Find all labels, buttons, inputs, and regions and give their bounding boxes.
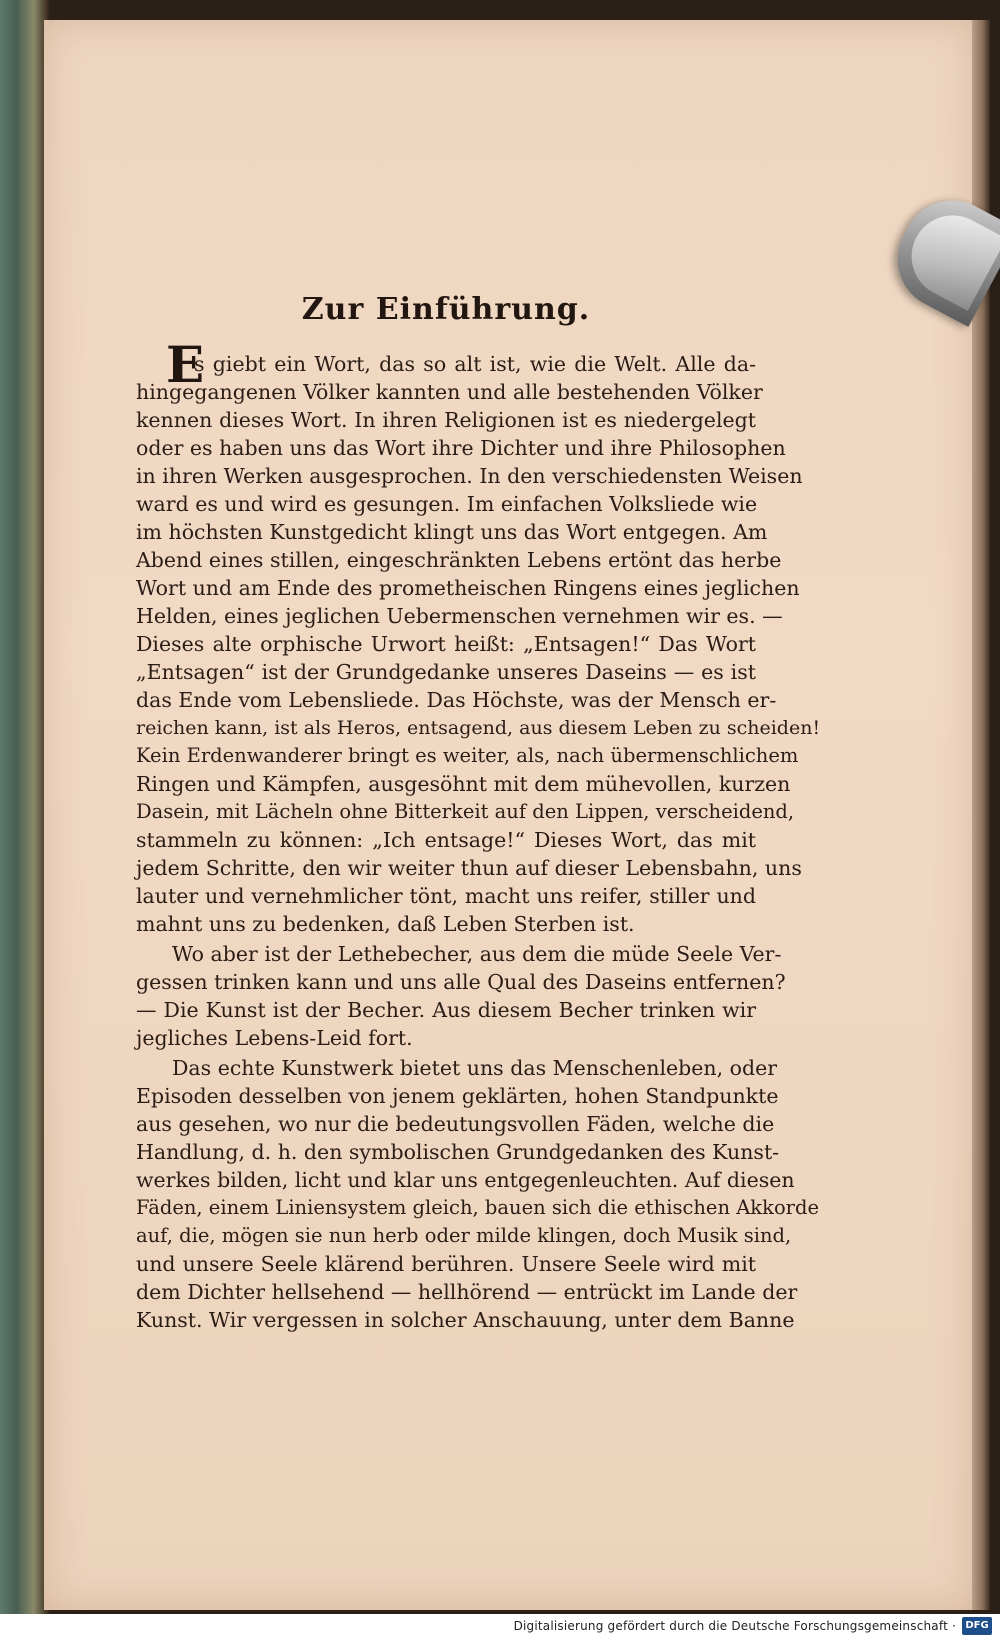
text-line: und unsere Seele klärend berühren. Unsere Seele wird mit bbox=[136, 1252, 756, 1276]
text-line: Dasein, mit Lächeln ohne Bitterkeit auf den Lippen, verscheidend, bbox=[136, 800, 795, 823]
text-line: ward es und wird es gesungen. Im einfachen Volksliede wie bbox=[136, 492, 758, 516]
text-line: Wo aber ist der Lethebecher, aus dem die müde Seele Ver- bbox=[172, 942, 782, 966]
text-line: das Ende vom Lebensliede. Das Höchste, was der Mensch er- bbox=[136, 688, 777, 712]
text-line: dem Dichter hellsehend — hellhörend — entrückt im Lande der bbox=[136, 1280, 798, 1304]
text-line: im höchsten Kunstgedicht klingt uns das Wort entgegen. Am bbox=[136, 520, 768, 544]
text-line: jegliches Lebens-Leid fort. bbox=[136, 1026, 413, 1050]
text-line: jedem Schritte, den wir weiter thun auf dieser Lebensbahn, uns bbox=[136, 856, 802, 880]
page-title: Zur Einführung. bbox=[301, 292, 591, 327]
text-line: reichen kann, ist als Heros, entsagend, aus diesem Leben zu scheiden! bbox=[136, 717, 821, 739]
text-line: mahnt uns zu bedenken, daß Leben Sterben ist. bbox=[136, 912, 635, 936]
text-line: kennen dieses Wort. In ihren Religionen ist es niedergelegt bbox=[136, 408, 756, 432]
text-line: Kein Erdenwanderer bringt es weiter, als, nach übermenschlichem bbox=[136, 744, 799, 767]
text-line: oder es haben uns das Wort ihre Dichter und ihre Philosophen bbox=[136, 436, 786, 460]
text-line: Ringen und Kämpfen, ausgesöhnt mit dem mühevollen, kurzen bbox=[136, 772, 791, 796]
text-line: „Entsagen“ ist der Grundgedanke unseres Daseins — es ist bbox=[136, 660, 756, 684]
text-line: aus gesehen, wo nur die bedeutungsvollen Fäden, welche die bbox=[136, 1112, 775, 1136]
text-line: Dieses alte orphische Urwort heißt: „Entsagen!“ Das Wort bbox=[136, 632, 756, 656]
dfg-logo-icon: DFG bbox=[962, 1617, 992, 1635]
text-line: Fäden, einem Liniensystem gleich, bauen sich die ethischen Akkorde bbox=[136, 1196, 820, 1219]
text-line: Kunst. Wir vergessen in solcher Anschauung, unter dem Banne bbox=[136, 1308, 795, 1332]
funding-credit: Digitalisierung gefördert durch die Deutsche Forschungsgemeinschaft · bbox=[513, 1619, 956, 1633]
text-line: werkes bilden, licht und klar uns entgegenleuchten. Auf diesen bbox=[136, 1168, 795, 1192]
text-line: hingegangenen Völker kannten und alle bestehenden Völker bbox=[136, 380, 763, 404]
text-line: in ihren Werken ausgesprochen. In den verschiedensten Weisen bbox=[136, 464, 803, 488]
drop-cap: E bbox=[166, 335, 205, 394]
text-line: Das echte Kunstwerk bietet uns das Menschenleben, oder bbox=[172, 1056, 778, 1080]
text-line: Wort und am Ende des prometheischen Ringens eines jeglichen bbox=[136, 576, 800, 600]
text-line: Helden, eines jeglichen Uebermenschen vernehmen wir es. — bbox=[136, 604, 783, 628]
text-line: stammeln zu können: „Ich entsage!“ Dieses Wort, das mit bbox=[136, 828, 756, 852]
text-line: Episoden desselben von jenem geklärten, hohen Standpunkte bbox=[136, 1084, 779, 1108]
text-line: s giebt ein Wort, das so alt ist, wie die Welt. Alle da- bbox=[194, 352, 756, 376]
book-cover-edge bbox=[0, 0, 48, 1640]
text-line: — Die Kunst ist der Becher. Aus diesem Becher trinken wir bbox=[136, 998, 756, 1022]
text-line: gessen trinken kann und uns alle Qual des Daseins entfernen? bbox=[136, 970, 786, 994]
text-line: Handlung, d. h. den symbolischen Grundgedanken des Kunst- bbox=[136, 1140, 780, 1164]
text-line: Abend eines stillen, eingeschränkten Lebens ertönt das herbe bbox=[136, 548, 782, 572]
text-line: lauter und vernehmlicher tönt, macht uns reifer, stiller und bbox=[136, 884, 756, 908]
text-line: auf, die, mögen sie nun herb oder milde klingen, doch Musik sind, bbox=[136, 1224, 792, 1247]
